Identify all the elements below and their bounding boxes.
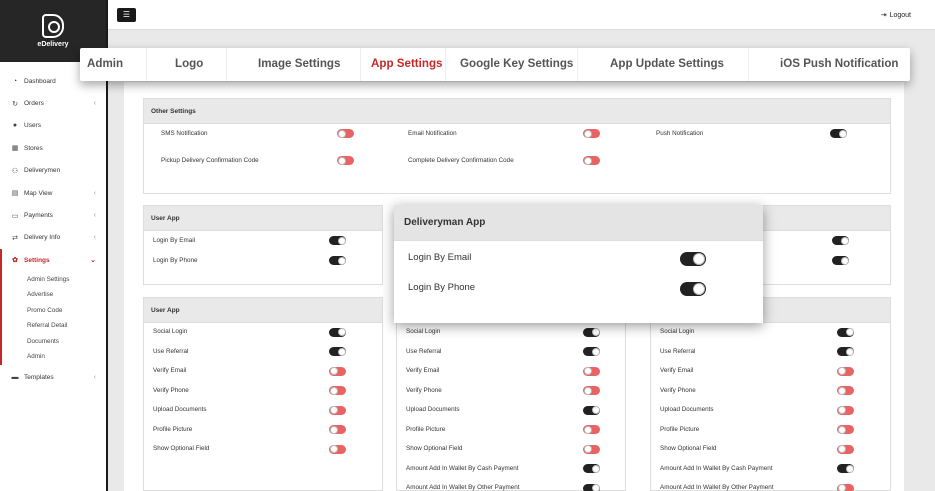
toggle-knob xyxy=(846,465,854,473)
amount-add-in-wallet-by-other-payment-toggle[interactable] xyxy=(583,484,600,491)
chevron-down-icon: ⌄ xyxy=(90,257,96,265)
sidebar-item-payments[interactable] xyxy=(0,204,106,226)
amount-add-in-wallet-by-cash-payment-toggle[interactable] xyxy=(583,464,600,473)
setting-label: Amount Add In Wallet By Cash Payment xyxy=(660,464,773,472)
toggle-knob xyxy=(838,484,846,491)
toggle-knob xyxy=(584,387,592,395)
sidebar-item-users[interactable] xyxy=(0,115,106,137)
logout-label: Logout xyxy=(889,12,911,19)
delivery-info-icon: ⇄ xyxy=(12,234,18,242)
profile-picture-toggle[interactable] xyxy=(837,425,854,434)
store-icon: ▦ xyxy=(11,145,19,153)
setting-label: Verify Email xyxy=(153,367,187,374)
toggle-knob xyxy=(838,445,846,453)
submenu-item-documents[interactable]: Documents xyxy=(27,337,59,345)
profile-picture-toggle[interactable] xyxy=(583,425,600,434)
setting-label: Profile Picture xyxy=(153,425,193,433)
orders-icon: ↻ xyxy=(12,100,18,108)
logo-icon xyxy=(42,14,64,38)
sidebar-item-delivery-info[interactable] xyxy=(0,227,106,249)
use-referral-toggle[interactable] xyxy=(837,347,854,356)
setting-label: Verify Phone xyxy=(406,386,442,394)
setting-label: Upload Documents xyxy=(660,406,714,413)
setting-label: Complete Delivery Confirmation Code xyxy=(408,157,514,164)
logout-button[interactable] xyxy=(881,11,911,19)
third-login-toggle-2[interactable] xyxy=(832,256,849,265)
setting-label: Social Login xyxy=(406,328,441,335)
toggle-knob xyxy=(584,445,592,453)
chevron-left-icon: ‹ xyxy=(93,374,96,382)
setting-label: Upload Documents xyxy=(406,406,460,413)
upload-documents-toggle[interactable] xyxy=(583,406,600,415)
sidebar-item-label: Stores xyxy=(24,144,43,152)
third-app-features-card xyxy=(650,297,891,491)
setting-label: Amount Add In Wallet By Cash Payment xyxy=(406,464,519,472)
toggle-knob xyxy=(330,445,338,453)
sidebar-item-stores[interactable] xyxy=(0,137,106,159)
deliveryman-login-by-phone-toggle[interactable] xyxy=(680,282,706,296)
settings-submenu xyxy=(0,272,106,365)
tab-divider xyxy=(146,48,147,81)
show-optional-field-toggle[interactable] xyxy=(583,445,600,454)
toggle-knob xyxy=(592,328,600,336)
tab-google-key-settings[interactable]: Google Key Settings xyxy=(460,57,574,70)
toggle-knob xyxy=(846,328,854,336)
other-settings-card xyxy=(143,98,891,194)
setting-label: Verify Email xyxy=(660,367,694,374)
use-referral-toggle[interactable] xyxy=(583,347,600,356)
setting-label: Login By Phone xyxy=(153,257,198,264)
toggle-knob xyxy=(592,348,600,356)
social-login-toggle[interactable] xyxy=(329,328,346,337)
toggle-knob xyxy=(584,426,592,434)
setting-label: Social Login xyxy=(660,328,695,335)
sidebar-item-label: Payments xyxy=(24,212,53,220)
sms-notification-toggle[interactable] xyxy=(337,129,354,138)
setting-label: Pickup Delivery Confirmation Code xyxy=(161,157,259,164)
popup-title: Deliveryman App xyxy=(394,205,763,241)
settings-tab-bar xyxy=(80,48,910,81)
user-login-by-email-toggle[interactable] xyxy=(329,236,346,245)
logout-icon: ⇥ xyxy=(880,12,887,19)
tab-image-settings[interactable]: Image Settings xyxy=(258,57,341,70)
toggle-knob xyxy=(338,257,346,265)
setting-label: Amount Add In Wallet By Other Payment xyxy=(406,484,520,491)
toggle-knob xyxy=(338,328,346,336)
tab-admin[interactable]: Admin xyxy=(87,57,124,70)
sidebar-item-map-view[interactable] xyxy=(0,182,106,204)
verify-phone-toggle[interactable] xyxy=(329,386,346,395)
setting-label: Push Notification xyxy=(656,130,704,137)
topbar xyxy=(108,0,935,30)
setting-label: Social Login xyxy=(153,328,188,335)
toggle-knob xyxy=(841,257,849,265)
setting-label: Use Referral xyxy=(406,347,442,355)
toggle-knob xyxy=(330,367,338,375)
tab-app-settings[interactable]: App Settings xyxy=(371,57,443,70)
toggle-knob xyxy=(330,406,338,414)
setting-label: Login By Email xyxy=(153,237,195,244)
profile-picture-toggle[interactable] xyxy=(329,425,346,434)
toggle-knob xyxy=(338,348,346,356)
map-icon: ▤ xyxy=(11,190,19,198)
setting-label: SMS Notification xyxy=(161,130,208,137)
popup-setting-label: Login By Phone xyxy=(408,282,476,293)
tab-logo[interactable]: Logo xyxy=(175,57,204,70)
sidebar-item-label: Users xyxy=(24,122,41,130)
pickup-delivery-confirmation-code-toggle[interactable] xyxy=(337,156,354,165)
toggle-knob xyxy=(584,367,592,375)
sidebar-item-label: Templates xyxy=(24,374,54,382)
use-referral-toggle[interactable] xyxy=(329,347,346,356)
sidebar-item-label: Map View xyxy=(24,189,53,197)
toggle-knob xyxy=(338,157,346,165)
user-app-features-card xyxy=(143,297,383,491)
hamburger-icon: ☰ xyxy=(122,10,131,19)
setting-label: Use Referral xyxy=(660,347,696,355)
toggle-knob xyxy=(838,367,846,375)
tab-divider xyxy=(226,48,227,81)
sidebar-item-label: Deliverymen xyxy=(24,167,61,175)
popup-setting-label: Login By Email xyxy=(408,252,472,263)
submenu-item-advertise[interactable]: Advertise xyxy=(27,291,54,299)
toggle-knob xyxy=(330,387,338,395)
setting-label: Verify Phone xyxy=(660,386,696,394)
setting-label: Use Referral xyxy=(153,347,189,355)
setting-label: Show Optional Field xyxy=(406,445,463,452)
toggle-knob xyxy=(592,484,600,491)
tab-divider xyxy=(577,48,578,81)
toggle-knob xyxy=(846,348,854,356)
toggle-knob xyxy=(330,426,338,434)
chevron-left-icon: ‹ xyxy=(93,212,96,220)
submenu-item-referral-detail[interactable]: Referral Detail xyxy=(27,322,68,330)
card-title: User App xyxy=(144,206,382,231)
social-login-toggle[interactable] xyxy=(837,328,854,337)
toggle-knob xyxy=(693,253,705,265)
amount-add-in-wallet-by-other-payment-toggle[interactable] xyxy=(837,484,854,491)
toggle-knob xyxy=(338,130,346,138)
setting-label: Show Optional Field xyxy=(660,445,717,452)
complete-delivery-confirmation-code-toggle[interactable] xyxy=(583,156,600,165)
verify-phone-toggle[interactable] xyxy=(837,386,854,395)
card-title: Other Settings xyxy=(144,99,890,124)
deliveryman-login-by-email-toggle[interactable] xyxy=(680,252,706,266)
gear-icon: ✿ xyxy=(12,257,18,265)
toggle-knob xyxy=(838,406,846,414)
email-notification-toggle[interactable] xyxy=(583,129,600,138)
toggle-knob xyxy=(841,237,849,245)
tab-divider xyxy=(748,48,749,81)
tab-ios-push-notification[interactable]: iOS Push Notification xyxy=(780,57,899,70)
toggle-knob xyxy=(338,237,346,245)
toggle-knob xyxy=(693,283,705,295)
sidebar-item-label: Delivery Info xyxy=(24,234,61,242)
sidebar-item-orders[interactable] xyxy=(0,92,106,114)
dashboard-icon: ◔ xyxy=(12,77,18,85)
brand-name: eDelivery xyxy=(37,41,69,48)
chevron-left-icon: ‹ xyxy=(93,100,96,108)
toggle-knob xyxy=(838,387,846,395)
sidebar-item-deliverymen[interactable] xyxy=(0,160,106,182)
toggle-knob xyxy=(592,465,600,473)
toggle-knob xyxy=(838,426,846,434)
chevron-left-icon: ‹ xyxy=(93,189,96,197)
toggle-knob xyxy=(584,130,592,138)
setting-label: Show Optional Field xyxy=(153,445,210,452)
tab-divider xyxy=(445,48,446,81)
toggle-knob xyxy=(839,130,847,138)
payments-icon: ▭ xyxy=(11,212,19,220)
sidebar-item-settings[interactable] xyxy=(0,249,106,271)
submenu-item-admin-settings[interactable]: Admin Settings xyxy=(27,275,70,283)
sidebar-item-label: Orders xyxy=(24,100,44,108)
show-optional-field-toggle[interactable] xyxy=(837,445,854,454)
card-title: User App xyxy=(144,298,382,323)
verify-phone-toggle[interactable] xyxy=(583,386,600,395)
show-optional-field-toggle[interactable] xyxy=(329,445,346,454)
sidebar-item-templates[interactable] xyxy=(0,367,106,389)
verify-email-toggle[interactable] xyxy=(329,367,346,376)
chevron-left-icon: ‹ xyxy=(93,234,96,242)
sidebar-nav xyxy=(0,70,106,389)
tab-app-update-settings[interactable]: App Update Settings xyxy=(610,57,725,70)
verify-email-toggle[interactable] xyxy=(837,367,854,376)
amount-add-in-wallet-by-cash-payment-toggle[interactable] xyxy=(837,464,854,473)
sidebar-item-label: Dashboard xyxy=(24,77,56,85)
verify-email-toggle[interactable] xyxy=(583,367,600,376)
setting-label: Email Notification xyxy=(408,130,457,137)
templates-icon: ▬ xyxy=(11,374,19,382)
submenu-item-promo-code[interactable]: Promo Code xyxy=(27,306,63,314)
setting-label: Profile Picture xyxy=(660,425,700,433)
user-login-by-phone-toggle[interactable] xyxy=(329,256,346,265)
toggle-knob xyxy=(592,406,600,414)
deliverymen-icon: ⚇ xyxy=(11,167,19,175)
submenu-item-admin[interactable]: Admin xyxy=(27,353,45,361)
third-login-toggle-1[interactable] xyxy=(832,236,849,245)
setting-label: Upload Documents xyxy=(153,406,207,413)
menu-toggle-button[interactable] xyxy=(117,8,136,22)
toggle-knob xyxy=(584,157,592,165)
social-login-toggle[interactable] xyxy=(583,328,600,337)
user-app-login-card xyxy=(143,205,383,285)
upload-documents-toggle[interactable] xyxy=(329,406,346,415)
setting-label: Profile Picture xyxy=(406,425,446,433)
upload-documents-toggle[interactable] xyxy=(837,406,854,415)
deliveryman-app-features-card xyxy=(396,297,626,491)
setting-label: Amount Add In Wallet By Other Payment xyxy=(660,484,774,491)
deliveryman-app-popup xyxy=(394,205,763,323)
sidebar-item-label: Settings xyxy=(24,256,50,264)
user-icon: ● xyxy=(12,122,18,130)
push-notification-toggle[interactable] xyxy=(830,129,847,138)
tab-divider xyxy=(360,48,361,81)
setting-label: Verify Email xyxy=(406,367,440,374)
setting-label: Verify Phone xyxy=(153,386,189,394)
